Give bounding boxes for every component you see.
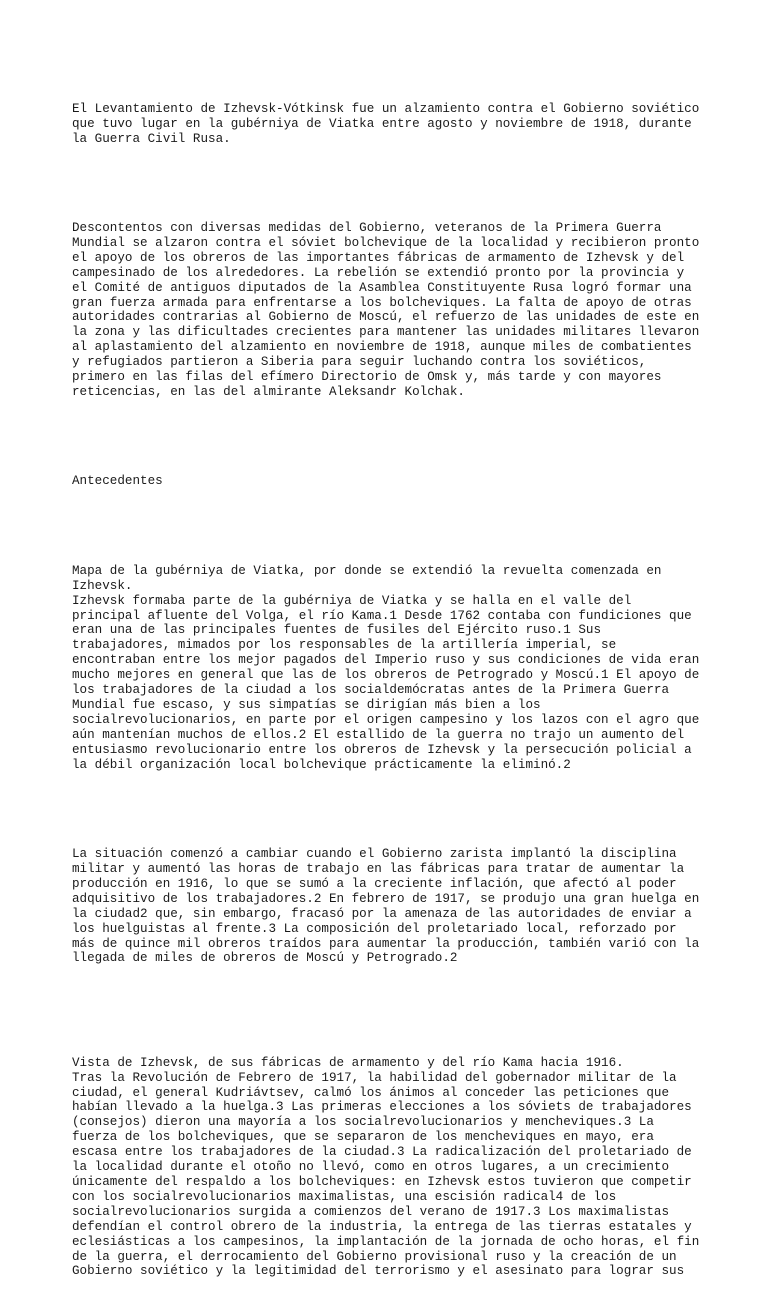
paragraph-spacer bbox=[72, 802, 712, 817]
paragraph-spacer bbox=[72, 430, 712, 445]
paragraph-spacer bbox=[72, 996, 712, 1026]
paragraph-spacer bbox=[72, 519, 712, 534]
situation-paragraph: La situación comenzó a cambiar cuando el Gobierno zarista implantó la disciplina militar y aumentó las horas de trabajo en las fábricas para tratar de aumentar la producción en 1916, lo que se sumó a la creciente inflación, que afectó al poder adquisitivo de los trabajadores.2 En febrero de 1917, se produjo una gran huelga en la ciudad2 que, sin embargo, fracasó por la amenaza de las autoridades de enviar a los huelguistas al frente.3 La composición del proletariado local, reforzado por más de quince mil obreros traídos para aumentar la producción, también varió con la llegada de miles de obreros de Moscú y Petrogrado.2 bbox=[72, 847, 700, 966]
intro-paragraph: El Levantamiento de Izhevsk-Vótkinsk fue un alzamiento contra el Gobierno soviético que tuvo lugar en la gubérniya de Viatka entre agosto y noviembre de 1918, durante la Guerra Civil Rusa. bbox=[72, 101, 700, 146]
document-page bbox=[72, 72, 712, 1294]
paragraph-spacer bbox=[72, 176, 712, 191]
section-heading: Antecedentes bbox=[72, 474, 163, 489]
summary-paragraph: Descontentos con diversas medidas del Gobierno, veteranos de la Primera Guerra Mundial se alzaron contra el sóviet bolchevique de la localidad y recibieron pronto el apoyo de los obreros de las importantes fábricas de armamento de Izhevsk y del campesinado de los alrededores. La rebelión se extendió pronto por la provincia y el Comité de antiguos diputados de la Asamblea Constituyente Rusa logró formar una gran fuerza armada para enfrentarse a los bolcheviques. La falta de apoyo de otras autoridades contrarias al Gobierno de Moscú, el refuerzo de las unidades de este en la zona y las dificultades crecientes para mantener las unidades militares llevaron al aplastamiento del alzamiento en noviembre de 1918, aunque miles de combatientes y refugiados partieron a Siberia para seguir luchando contra los soviéticos, primero en las filas del efímero Directorio de Omsk y, más tarde y con mayores reticencias, en las del almirante Aleksandr Kolchak. bbox=[72, 221, 700, 400]
background-paragraph: Mapa de la gubérniya de Viatka, por donde se extendió la revuelta comenzada en Izhevsk. Izhevsk formaba parte de la gubérniya de Viatka y se halla en el valle del principal afluente del Volga, el río Kama.1 Desde 1762 contaba con fundiciones que eran una de las principales fuentes de fusiles del Ejército ruso.1 Sus trabajadores, mimados por los responsables de la artillería imperial, se encontraban entre los mejor pagados del Imperio ruso y sus condiciones de vida eran mucho mejores en general que las de los obreros de Petrogrado y Moscú.1 El apoyo de los trabajadores de la ciudad a los socialdemócratas antes de la Primera Guerra Mundial fue escaso, y sus simpatías se dirigían más bien a los socialrevolucionarios, en parte por el origen campesino y los lazos con el agro que aún mantenían muchos de ellos.2 El estallido de la guerra no trajo un aumento del entusiasmo revolucionario entre los obreros de Izhevsk y la persecución policial a la débil organización local bolchevique prácticamente la eliminó.2 bbox=[72, 563, 700, 772]
revolution-paragraph: Vista de Izhevsk, de sus fábricas de armamento y del río Kama hacia 1916. Tras la Revolución de Febrero de 1917, la habilidad del gobernador militar de la ciudad, el general Kudriávtsev, calmó los ánimos al conceder las peticiones que habían llevado a la huelga.3 Las primeras elecciones a los sóviets de trabajadores (consejos) dieron una mayoría a los socialrevolucionarios y mencheviques.3 La fuerza de los bolcheviques, que se separaron de los mencheviques en mayo, era escasa entre los trabajadores de la ciudad.3 La radicalización del proletariado de la localidad durante el otoño no llevó, como en otros lugares, a un crecimiento únicamente del respaldo a los bolcheviques: en Izhevsk estos tuvieron que competir con los socialrevolucionarios maximalistas, una escisión radical4 de los socialrevolucionarios surgida a comienzos del verano de 1917.3 Los maximalistas defendían el control obrero de la industria, la entrega de las tierras estatales y eclesiásticas a los campesinos, la implantación de la jornada de ocho horas, el fin de la guerra, el derrocamiento del Gobierno provisional ruso y la creación de un Gobierno soviético y la legitimidad del terrorismo y el asesinato para lograr sus bbox=[72, 1055, 700, 1279]
